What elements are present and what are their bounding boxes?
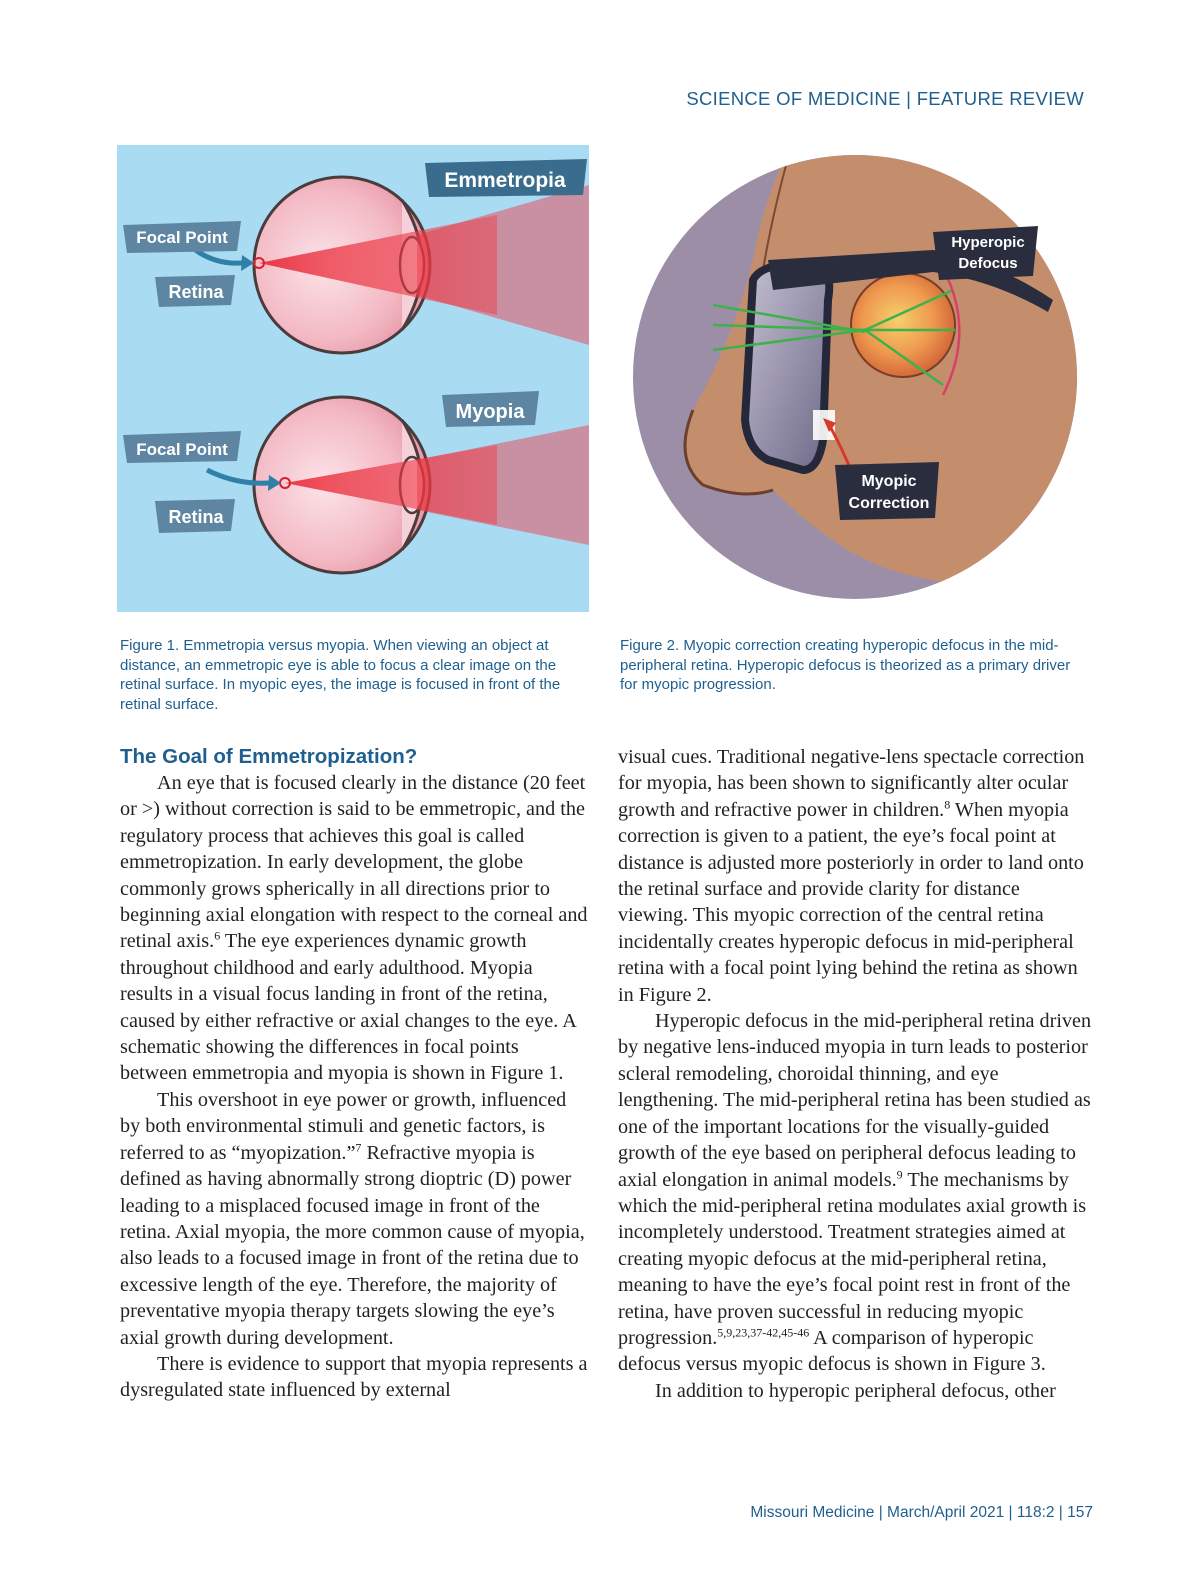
citation: 6 [214,928,221,943]
svg-text:Retina: Retina [168,282,224,302]
svg-text:Focal Point: Focal Point [136,440,228,459]
label-myopia [442,391,539,427]
paragraph: There is evidence to support that myopia represents a dysregulated state influenced by external [120,1352,588,1402]
running-header: SCIENCE OF MEDICINE | FEATURE REVIEW [686,88,1084,109]
paragraph: visual cues. Traditional negative-lens spectacle correction for myopia, has been shown to significantly alter ocular growth and refractive power in children.$^8$ When myopia correction is given to a patient, the eye’s focal point at distance is adjusted more posteriorly in order to land onto the retinal surface and provide clarity for distance viewing. This myopic correction of the central retina incidentally creates hyperopic defocus in mid-peripheral retina with a focal point lying behind the retina as shown in Figure 2. [618,746,1085,1006]
svg-text:Emmetropia: Emmetropia [444,169,566,192]
label-focal-point-top [123,221,241,253]
label-retina-bottom [155,499,235,533]
svg-text:Hyperopic: Hyperopic [951,234,1025,251]
citation: 9 [896,1166,903,1181]
figure-2-svg [633,140,1077,614]
figure-2-illustration [633,140,1077,614]
figure-1-illustration [117,145,589,612]
label-myopic-correction [835,462,939,520]
figure-1-caption: Figure 1. Emmetropia versus myopia. When viewing an object at distance, an emmetropic eye is able to focus a clear image on the retinal surface. In myopic eyes, the image is focused in front of the retinal surface. [120,637,561,713]
svg-text:Retina: Retina [168,507,224,527]
page-footer: Missouri Medicine | March/April 2021 | 118:2 | 157 [750,1504,1093,1521]
svg-text:Myopic: Myopic [861,473,917,490]
left-column [120,744,590,1404]
paragraph: An eye that is focused clearly in the distance (20 feet or >) without correction is said to be emmetropic, and the regulatory process that achieves this goal is called emmetropization. In early development, the globe commonly grows spherically in all directions prior to beginning axial elongation with respect to the corneal and retinal axis.$^6$ The eye experiences dynamic growth throughout childhood and early adulthood. Myopia results in a visual focus landing in front of the retina, caused by either refractive or axial changes to the eye. A schematic showing the differences in focal points between emmetropia and myopia is shown in Figure 1. [120,772,588,1085]
svg-text:Focal Point: Focal Point [136,228,228,247]
paragraph: This overshoot in eye power or growth, influenced by both environmental stimuli and genetic factors, is referred to as “myopization.”$^7$ Refractive myopia is defined as having abnormally strong dioptric (D) power leading to a misplaced focused image in front of the retina. Axial myopia, the more common cause of myopia, also leads to a focused image in front of the retina due to excessive length of the eye. Therefore, the majority of preventative myopia therapy targets slowing the eye’s axial growth during development. [120,1088,585,1349]
paragraph: Hyperopic defocus in the mid-peripheral retina driven by negative lens-induced myopia in turn leads to posterior scleral remodeling, choroidal thinning, and eye lengthening. The mid-peripheral retina has been studied as one of the important locations for the visually-guided growth of the eye based on peripheral defocus leading to axial elongation in animal models.$^9$ The mechanisms by which the mid-peripheral retina modulates axial growth is incompletely understood. Treatment strategies aimed at creating myopic defocus at the mid-peripheral retina, meaning to have the eye’s focal point rest in front of the retina, have proven successful in reducing myopic progression.$^{5,9,23,37-42,45-46}$ A comparison of hyperopic defocus versus myopic defocus is shown in Figure 3. [618,1010,1092,1376]
emmetropic-eye [254,177,589,353]
myopic-eye [254,397,589,573]
svg-text:Correction: Correction [848,495,930,512]
figure-2-caption: Figure 2. Myopic correction creating hyperopic defocus in the mid-peripheral retina. Hyperopic defocus is theorized as a primary driver for myopic progression. [620,637,1071,693]
section-heading: The Goal of Emmetropization? [120,745,418,768]
citation: 8 [944,797,951,812]
svg-text:Myopia: Myopia [455,401,525,423]
right-column [618,744,1093,1404]
figure-1-svg [117,145,589,612]
svg-text:Defocus: Defocus [958,255,1018,272]
label-retina-top [155,275,235,307]
label-hyperopic-defocus [933,226,1038,280]
label-focal-point-bottom [123,431,241,463]
citation: 5,9,23,37-42,45-46 [717,1325,810,1340]
label-emmetropia [425,159,587,197]
paragraph: In addition to hyperopic peripheral defocus, other [655,1379,1056,1402]
citation: 7 [355,1139,362,1154]
